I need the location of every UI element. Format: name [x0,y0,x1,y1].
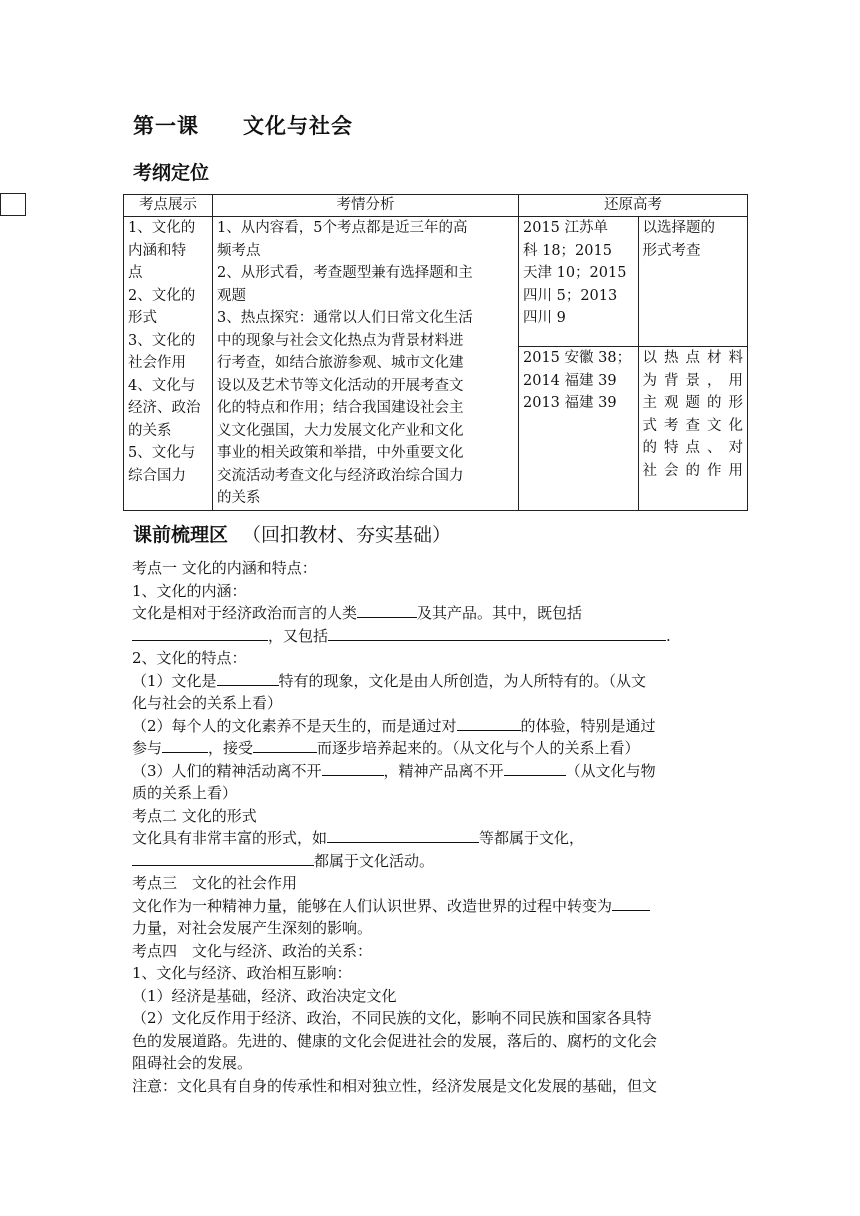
cell-line: 四川 5；2013 [523,287,618,304]
cell-line: 内涵和特 [128,242,186,259]
text-span: 考点三 文化的社会作用 [132,874,298,892]
cell-line: 行考查，如结合旅游参观、城市文化建 [217,355,464,371]
text-line [132,647,732,670]
text-span: 阻碍社会的发展。 [132,1054,253,1072]
text-line [132,917,732,940]
text-line [132,580,732,603]
fill-in-blank[interactable] [132,850,314,866]
cell-line: 科 18；2015 [523,242,612,259]
syllabus-table [123,194,748,511]
cell-line: 形式 [128,310,157,326]
cell-exam-points [124,217,213,511]
text-span: 1、文化的内涵： [132,581,247,600]
text-span: （从文化与物 [565,761,656,780]
text-span: 2、文化的特点： [132,649,247,667]
cell-line: 3、热点探究：通常以人们日常文化生活 [217,310,473,326]
text-span: 的体验，特别是通过 [520,716,656,735]
lesson-title: 第一课 文化与社会 [133,114,353,138]
cell-line: 2、从形式看，考查题型兼有选择题和主 [217,265,473,281]
cell-line: 中的现象与社会文化热点为背景材料进 [217,332,464,349]
text-span: （1）文化是 [132,671,217,690]
text-span: 文化是相对于经济政治而言的人类 [132,604,358,622]
cell-analysis [213,217,519,511]
text-span: . [666,626,671,645]
cell-line: 2014 福建 39 [523,372,617,389]
section-title-review [133,520,451,547]
text-span: 考点四 文化与经济、政治的关系： [132,941,373,960]
text-span: （1）经济是基础，经济、政治决定文化 [132,986,397,1005]
fill-in-blank[interactable] [132,625,268,641]
cell-format-subjective [638,347,747,511]
text-span: （3）人们的精神活动离不开 [132,761,322,780]
cell-line: 设以及艺术节等文化活动的开展考查文 [217,377,464,394]
cell-line: 2015 江苏单 [523,220,609,236]
text-line [132,782,732,805]
text-line [132,940,732,963]
text-line [132,1030,732,1053]
fill-in-blank[interactable] [612,895,650,911]
header-cell: 考点展示 [124,195,213,217]
text-line [132,557,732,580]
fill-in-blank[interactable] [457,715,521,731]
text-span: 参与 [132,739,163,757]
text-span: 色的发展道路。先进的、健康的文化会促进社会的发展，落后的、腐朽的文化会 [132,1031,658,1050]
cell-line: 4、文化与 [128,377,196,394]
cell-line: 5、文化与 [128,445,196,461]
cell-line: 频考点 [217,242,261,259]
cell-line: 2013 福建 39 [523,395,617,411]
review-body [132,557,732,1097]
text-span: 力量，对社会发展产生深刻的影响。 [132,919,373,937]
text-line [132,1075,732,1098]
text-line [132,602,732,625]
text-line [132,692,732,715]
text-line [132,1052,732,1075]
fill-in-blank[interactable] [504,760,566,776]
cell-line: 1、文化的 [128,220,196,236]
cell-line: 式考查文化 [642,417,743,434]
fill-in-blank[interactable] [327,827,479,843]
text-line [132,670,732,693]
header-cell: 考情分析 [213,195,519,217]
cell-format-choice [638,217,747,347]
text-span: 文化作为一种精神力量，能够在人们认识世界、改造世界的过程中转变为 [132,896,613,915]
cell-line: 2015 安徽 38； [523,350,632,366]
text-span: 注意：文化具有自身的传承性和相对独立性，经济发展是文化发展的基础，但文 [132,1076,658,1095]
text-line [132,895,732,918]
cell-line: 点 [128,265,143,281]
text-line [132,625,732,648]
table-header-row [124,195,748,217]
text-span: 1、文化与经济、政治相互影响： [132,964,352,982]
text-span: 考点一 文化的内涵和特点： [132,559,317,577]
section-subtitle: （回扣教材、夯实基础） [242,524,452,546]
text-span: ，又包括 [268,626,329,645]
cell-line: 四川 9 [523,310,566,326]
text-line [132,805,732,828]
cell-line: 以热点材料 [642,350,743,366]
header-cell: 还原高考 [519,195,748,217]
text-span: 质的关系上看） [132,784,238,802]
cell-line: 的关系 [217,490,261,506]
text-span: ，接受 [208,739,254,757]
cell-line: 观题 [217,287,246,304]
cell-exams-subjective [519,347,639,511]
cell-line: 2、文化的 [128,287,196,304]
cell-line: 义文化强国，大力发展文化产业和文化 [217,422,464,439]
text-span: 及其产品。其中，既包括 [417,604,583,622]
text-line [132,827,732,850]
cell-line: 形式考查 [642,242,701,259]
margin-box [0,193,26,216]
text-line [132,985,732,1008]
section-heading: 课前梳理区 [133,524,229,546]
text-line [132,760,732,783]
cell-line: 主观题的形 [642,395,743,411]
table-row [124,217,748,347]
fill-in-blank[interactable] [322,760,384,776]
section-title-syllabus: 考纲定位 [133,162,210,184]
text-span: 特有的现象，文化是由人所创造，为人所特有的。（从文 [278,671,647,690]
cell-line: 天津 10；2015 [523,265,627,281]
cell-exams-choice [519,217,639,347]
fill-in-blank[interactable] [328,625,666,641]
cell-line: 综合国力 [128,467,186,484]
cell-line: 的关系 [128,422,172,439]
cell-line: 以选择题的 [642,220,716,236]
text-span: 等都属于文化， [479,829,585,847]
text-line [132,737,732,760]
text-line [132,715,732,738]
cell-line: 事业的相关政策和举措，中外重要文化 [217,445,464,461]
text-line [132,872,732,895]
cell-line: 社会作用 [128,355,186,371]
text-span: 文化具有非常丰富的形式，如 [132,829,328,847]
text-span: （2）每个人的文化素养不是天生的，而是通过对 [132,716,457,735]
cell-line: 1、从内容看，5个考点都是近三年的高 [217,220,468,236]
fill-in-blank[interactable] [162,737,208,753]
cell-line: 社会的作用 [642,462,743,479]
text-span: （2）文化反作用于经济、政治，不同民族的文化，影响不同民族和国家各具特 [132,1009,652,1027]
cell-line: 为背景，用 [642,372,743,389]
text-line [132,1007,732,1030]
fill-in-blank[interactable] [217,670,279,686]
text-span: 考点二 文化的形式 [132,806,257,825]
text-span: 而逐步培养起来的。（从文化与个人的关系上看） [317,739,640,757]
text-line [132,962,732,985]
text-span: 都属于文化活动。 [314,851,435,870]
fill-in-blank[interactable] [253,737,317,753]
cell-line: 交流活动考查文化与经济政治综合国力 [217,467,464,484]
cell-line: 经济、政治 [128,400,201,416]
cell-line: 化的特点和作用；结合我国建设社会主 [217,400,464,416]
text-span: ，精神产品离不开 [383,761,504,780]
cell-line: 3、文化的 [128,332,196,349]
text-line [132,850,732,873]
text-span: 化与社会的关系上看） [132,694,283,712]
fill-in-blank[interactable] [357,602,417,618]
cell-line: 的特点、对 [642,440,743,456]
